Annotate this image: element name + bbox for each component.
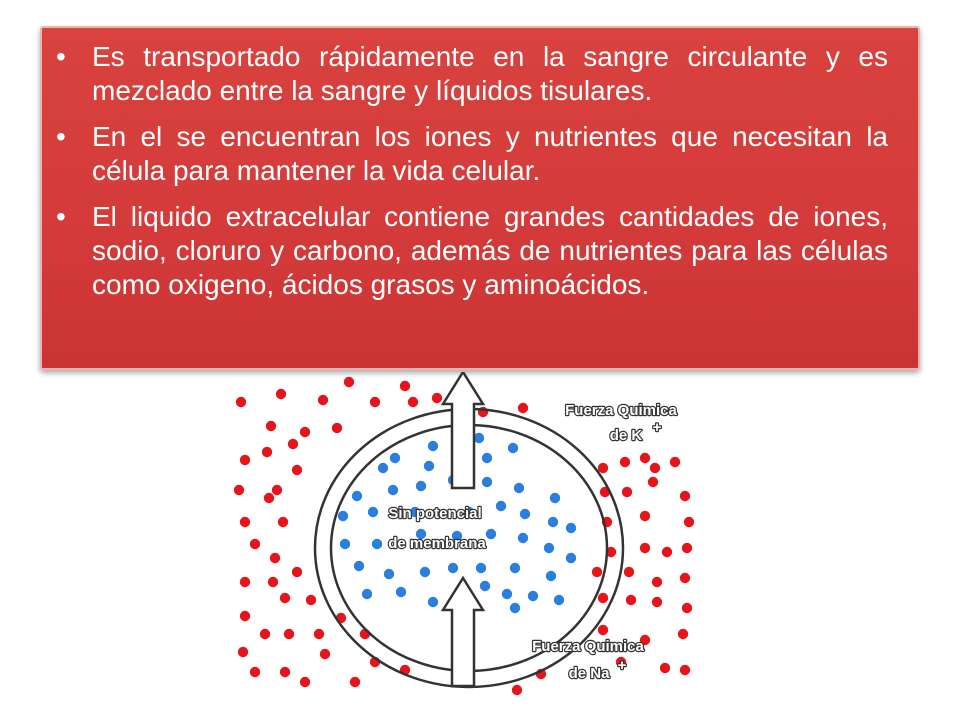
bullet-item — [56, 200, 888, 302]
sodium-ion-dot — [660, 663, 670, 673]
sodium-ion-dot — [288, 439, 298, 449]
sodium-ion-dot — [682, 543, 692, 553]
sodium-ion-dot — [648, 477, 658, 487]
potassium-ion-dot — [368, 507, 378, 517]
potassium-ion-dot — [396, 587, 406, 597]
potassium-ion-dot — [514, 483, 524, 493]
sodium-ion-dot — [400, 381, 410, 391]
potassium-ion-dot — [424, 461, 434, 471]
label-k-title: Fuerza Quimica — [565, 402, 677, 419]
potassium-ion-dot — [352, 491, 362, 501]
label-na-title: Fuerza Quimica — [532, 638, 644, 655]
label-k-charge: + — [652, 419, 662, 436]
bullet-text: El liquido extracelular contiene grandes cantidades de iones, sodio, cloruro y carbono, además de nutrientes para las células como oxigeno, ácidos grasos y aminoácidos. — [92, 201, 888, 300]
sodium-ion-dot — [640, 453, 650, 463]
sodium-ion-dot — [280, 593, 290, 603]
potassium-ion-dot — [518, 533, 528, 543]
sodium-ion-dot — [512, 685, 522, 695]
sodium-ion-dot — [650, 463, 660, 473]
potassium-ion-dot — [554, 595, 564, 605]
sodium-ion-dot — [270, 553, 280, 563]
potassium-ion-dot — [510, 603, 520, 613]
sodium-ion-dot — [300, 427, 310, 437]
sodium-ion-dot — [680, 665, 690, 675]
sodium-ion-dot — [264, 493, 274, 503]
label-center-subtitle: de membrana — [388, 535, 486, 552]
potassium-ion-dot — [390, 453, 400, 463]
potassium-ion-dot — [548, 517, 558, 527]
potassium-ion-dot — [502, 589, 512, 599]
text-box — [40, 26, 920, 370]
sodium-ion-dot — [300, 677, 310, 687]
potassium-ion-dot — [510, 563, 520, 573]
potassium-ion-dot — [354, 561, 364, 571]
sodium-ion-dot — [652, 597, 662, 607]
sodium-ion-dot — [240, 577, 250, 587]
sodium-ion-dot — [292, 567, 302, 577]
sodium-ion-dot — [370, 397, 380, 407]
sodium-ion-dot — [278, 517, 288, 527]
label-k-ion: de K — [609, 427, 643, 444]
sodium-ion-dot — [662, 547, 672, 557]
sodium-ion-dot — [670, 457, 680, 467]
potassium-ion-dot — [420, 567, 430, 577]
sodium-ion-dot — [260, 629, 270, 639]
potassium-ion-dot — [566, 523, 576, 533]
sodium-ion-dot — [320, 649, 330, 659]
sodium-ion-dot — [680, 491, 690, 501]
sodium-ion-dot — [238, 647, 248, 657]
sodium-ion-dot — [678, 629, 688, 639]
sodium-ion-dot — [640, 511, 650, 521]
sodium-ion-dot — [250, 539, 260, 549]
sodium-ion-dot — [314, 629, 324, 639]
bullet-item — [56, 40, 888, 108]
sodium-ion-dot — [432, 393, 442, 403]
bullet-dot-icon: • — [56, 41, 66, 72]
sodium-ion-dot — [518, 403, 528, 413]
sodium-ion-dot — [598, 463, 608, 473]
potassium-ion-dot — [378, 463, 388, 473]
cell-diagram-svg — [225, 372, 705, 712]
sodium-ion-dot — [624, 567, 634, 577]
bullet-item — [56, 120, 888, 188]
potassium-ion-dot — [416, 481, 426, 491]
sodium-ion-dot — [332, 423, 342, 433]
potassium-ion-dot — [338, 511, 348, 521]
sodium-ion-dot — [280, 667, 290, 677]
sodium-ion-dot — [266, 421, 276, 431]
potassium-ion-dot — [550, 493, 560, 503]
bullet-text: Es transportado rápidamente en la sangre circulante y es mezclado entre la sangre y líquidos tisulares. — [92, 41, 888, 106]
potassium-ion-dot — [476, 563, 486, 573]
sodium-ion-dot — [240, 455, 250, 465]
potassium-ion-dot — [508, 443, 518, 453]
sodium-ion-dot — [262, 447, 272, 457]
sodium-ion-dot — [622, 487, 632, 497]
sodium-ion-dot — [680, 573, 690, 583]
sodium-ion-dot — [620, 457, 630, 467]
bullet-list — [56, 40, 888, 302]
sodium-ion-dot — [598, 625, 608, 635]
label-na-ion: de Na — [568, 665, 610, 682]
potassium-ion-dot — [486, 529, 496, 539]
potassium-ion-dot — [546, 571, 556, 581]
sodium-ion-dot — [682, 603, 692, 613]
sodium-ion-dot — [626, 595, 636, 605]
sodium-ion-dot — [234, 485, 244, 495]
bullet-dot-icon: • — [56, 121, 66, 152]
sodium-ion-dot — [598, 593, 608, 603]
potassium-ion-dot — [482, 453, 492, 463]
potassium-ion-dot — [496, 501, 506, 511]
sodium-ion-dot — [236, 397, 246, 407]
potassium-ion-dot — [362, 589, 372, 599]
sodium-ion-dot — [306, 595, 316, 605]
sodium-ion-dot — [318, 395, 328, 405]
potassium-ion-dot — [474, 433, 484, 443]
sodium-ion-dot — [640, 543, 650, 553]
potassium-ion-dot — [340, 539, 350, 549]
label-na-charge: + — [617, 657, 627, 674]
potassium-ion-dot — [480, 581, 490, 591]
bullet-text: En el se encuentran los iones y nutrientes que necesitan la célula para mantener la vida celular. — [92, 121, 888, 186]
sodium-ion-dot — [250, 667, 260, 677]
sodium-ion-dot — [684, 517, 694, 527]
sodium-ion-dot — [240, 517, 250, 527]
potassium-ion-dot — [388, 485, 398, 495]
label-center-title: Sin potencial — [388, 505, 482, 522]
potassium-ion-dot — [544, 543, 554, 553]
potassium-ion-dot — [520, 509, 530, 519]
sodium-ion-dot — [240, 611, 250, 621]
potassium-ion-dot — [428, 597, 438, 607]
sodium-ion-dot — [272, 485, 282, 495]
sodium-ion-dot — [344, 377, 354, 387]
sodium-ion-dot — [292, 465, 302, 475]
arrow-up-icon — [443, 372, 483, 488]
potassium-ion-dot — [384, 569, 394, 579]
potassium-ion-dot — [448, 563, 458, 573]
potassium-ion-dot — [482, 477, 492, 487]
sodium-ion-dot — [592, 567, 602, 577]
sodium-ion-dot — [652, 577, 662, 587]
potassium-ion-dot — [528, 591, 538, 601]
sodium-ion-dot — [408, 397, 418, 407]
potassium-ion-dot — [372, 539, 382, 549]
sodium-ion-dot — [284, 629, 294, 639]
potassium-ion-dot — [428, 441, 438, 451]
bullet-dot-icon: • — [56, 201, 66, 232]
sodium-ion-dot — [268, 577, 278, 587]
sodium-ion-dot — [350, 677, 360, 687]
sodium-ion-dot — [276, 389, 286, 399]
cell-diagram — [225, 372, 705, 712]
potassium-ion-dot — [566, 553, 576, 563]
